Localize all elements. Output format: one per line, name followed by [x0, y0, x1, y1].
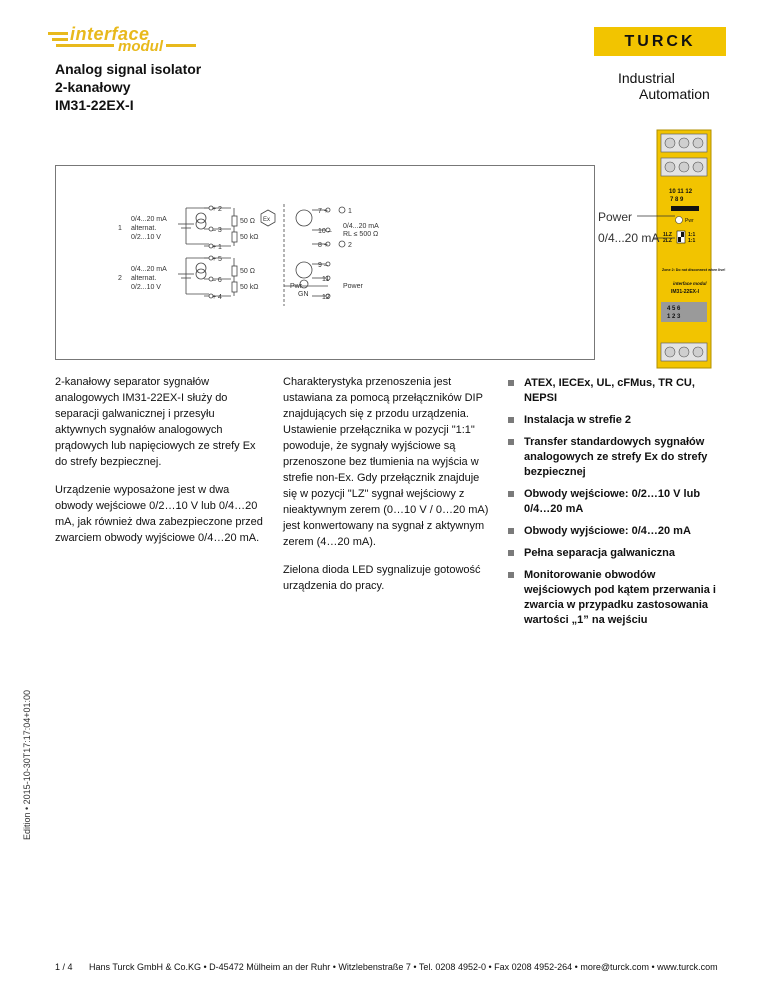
feature-item — [508, 546, 720, 561]
edition-stamp: Edition • 2015-10-30T17:17:04+01:00 — [22, 689, 32, 840]
terminal-10: 10 – — [318, 228, 332, 235]
bullet-icon — [508, 439, 514, 445]
feature-item — [508, 568, 720, 628]
logo-bar — [56, 44, 114, 47]
ex-label: Ex — [263, 217, 271, 223]
paragraph: 2-kanałowy separator sygnałów analogowych IM31-22EX-I służy do separacji galwanicznej i przesyłu aktywnych sygnałów analogowych prądowych lub napięciowych ze strefy Ex do strefy bezpiecznej. — [55, 376, 256, 468]
device-pwr-label: Pwr — [685, 218, 694, 224]
title-line: 2-kanałowy — [55, 79, 131, 95]
resistor-label: 50 Ω — [240, 268, 255, 275]
device-terminals-mid: 7 8 9 — [670, 197, 684, 203]
circuit-diagram — [55, 165, 595, 360]
logo-bar — [48, 32, 68, 35]
output-load: RL ≤ 500 Ω — [343, 231, 379, 238]
bullet-icon — [508, 550, 514, 556]
description-column-2 — [283, 374, 496, 606]
gn-label: GN — [298, 291, 309, 298]
device-lz1: 1LZ — [663, 232, 672, 238]
feature-item — [508, 413, 720, 428]
terminal-plus5: + 5 — [212, 256, 222, 263]
ch2-alternat: alternat. — [131, 275, 157, 282]
device-bottom-mid: 1 2 3 — [667, 314, 681, 320]
device-terminals-top: 10 11 12 — [669, 189, 693, 195]
feature-text: Pełna separacja galwaniczna — [524, 547, 676, 559]
tagline-automation: Automation — [639, 86, 710, 102]
feature-text: Instalacja w strefie 2 — [524, 414, 631, 426]
feature-item — [508, 487, 720, 517]
description-column-1 — [55, 374, 267, 558]
power-label: Power — [343, 283, 363, 290]
resistor-label: 50 kΩ — [240, 284, 259, 291]
turck-logo — [594, 27, 726, 56]
tagline-industrial: Industrial — [618, 70, 675, 86]
feature-text: Obwody wyjściowe: 0/4…20 mA — [524, 525, 691, 537]
terminal-11: 11 — [322, 276, 330, 283]
resistor-label: 50 Ω — [240, 218, 255, 225]
footer-address: Hans Turck GmbH & Co.KG • D-45472 Mülheim an der Ruhr • Witzlebenstraße 7 • Tel. 0208 4952-0 • Fax 0208 4952-264 • more@turck.com • www.turck.com — [89, 962, 718, 972]
device-lz2: 2LZ — [663, 238, 672, 244]
terminal-plus2: + 2 — [212, 206, 222, 213]
product-title — [55, 60, 201, 114]
output-2-marker: 2 — [348, 242, 352, 249]
terminal-9: 9 – — [318, 262, 328, 269]
output-range: 0/4...20 mA — [343, 223, 379, 230]
paragraph: Charakterystyka przenoszenia jest ustawiana za pomocą przełączników DIP znajdujących się z przodu urządzenia. Ustawienie przełącznika w pozycji "1:1" powoduje, że sygnały wyjściowe są przenoszone bez tłumienia na wyjścia w strefie non-Ex. Gdy przełącznik znajduje się w pozycji "LZ" sygnał wejściowy z nieaktywnym zerem (0…10 V / 0…20 mA) jest konwertowany na sygnał z aktywnym zerem (4…20 mA). — [283, 376, 489, 548]
device-logo: interface modul — [673, 281, 707, 286]
output-1-marker: 1 — [348, 208, 352, 215]
bullet-icon — [508, 491, 514, 497]
turck-logo-text: TURCK — [624, 33, 696, 50]
ch1-marker: 1 — [118, 225, 122, 232]
page-number: 1 / 4 — [55, 962, 73, 972]
device-warning: Zone 2: Do not disconnect when live! — [662, 268, 726, 272]
terminal-minus3: – 3 — [212, 227, 222, 234]
logo-bar — [166, 44, 196, 47]
ch1-alternat: alternat. — [131, 225, 157, 232]
device-bottom-top: 4 5 6 — [667, 306, 681, 312]
bullet-icon — [508, 417, 514, 423]
device-model: IM31-22EX-I — [671, 289, 700, 295]
resistor-label: 50 kΩ — [240, 234, 259, 241]
feature-text: Monitorowanie obwodów wejściowych pod kątem przerwania i zwarcia w przypadku zastosowania wartości „1” na wejściu — [524, 569, 716, 626]
feature-text: Transfer standardowych sygnałów analogowych ze strefy Ex do strefy bezpiecznej — [524, 436, 708, 478]
ch2-voltage: 0/2...10 V — [131, 284, 161, 291]
ch1-voltage: 0/2...10 V — [131, 234, 161, 241]
device-ratio2: 1:1 — [688, 238, 696, 244]
ch2-input-range: 0/4...20 mA — [131, 266, 167, 273]
interface-logo-text: interface — [70, 24, 150, 44]
title-line: Analog signal isolator — [55, 61, 202, 77]
paragraph: Zielona dioda LED sygnalizuje gotowość urządzenia do pracy. — [283, 564, 481, 592]
feature-list — [508, 376, 720, 635]
device-ratio1: 1:1 — [688, 232, 696, 238]
terminal-8: 8 + — [318, 242, 328, 249]
feature-item — [508, 435, 720, 480]
device-caption-power: Power — [598, 210, 633, 224]
interface-modul-logo — [48, 24, 198, 55]
title-line: IM31-22EX-I — [55, 97, 134, 113]
ch1-input-range: 0/4...20 mA — [131, 216, 167, 223]
modul-logo-text: modul — [118, 38, 163, 55]
device-caption-signal: 0/4...20 mA — [598, 231, 660, 245]
terminal-12: 12 — [322, 294, 330, 301]
pwr-label: Pwr — [290, 283, 303, 290]
feature-item — [508, 376, 720, 406]
feature-item — [508, 524, 720, 539]
bullet-icon — [508, 572, 514, 578]
feature-text: Obwody wejściowe: 0/2…10 V lub 0/4…20 mA — [524, 488, 701, 515]
terminal-plus4: + 4 — [212, 294, 222, 301]
paragraph: Urządzenie wyposażone jest w dwa obwody wejściowe 0/2…10 V lub 0/4…20 mA, jak również dwa zabezpieczone przed zwarciem obwody wyjściowe 0/4…20 mA. — [55, 484, 263, 544]
bullet-icon — [508, 528, 514, 534]
terminal-minus6: – 6 — [212, 277, 222, 284]
bullet-icon — [508, 380, 514, 386]
ch2-marker: 2 — [118, 275, 122, 282]
device-illustration — [593, 128, 726, 371]
feature-text: ATEX, IECEx, UL, cFMus, TR CU, NEPSI — [524, 377, 695, 404]
logo-bar — [52, 38, 68, 41]
terminal-7: 7 + — [318, 208, 328, 215]
terminal-plus1: + 1 — [212, 244, 222, 251]
